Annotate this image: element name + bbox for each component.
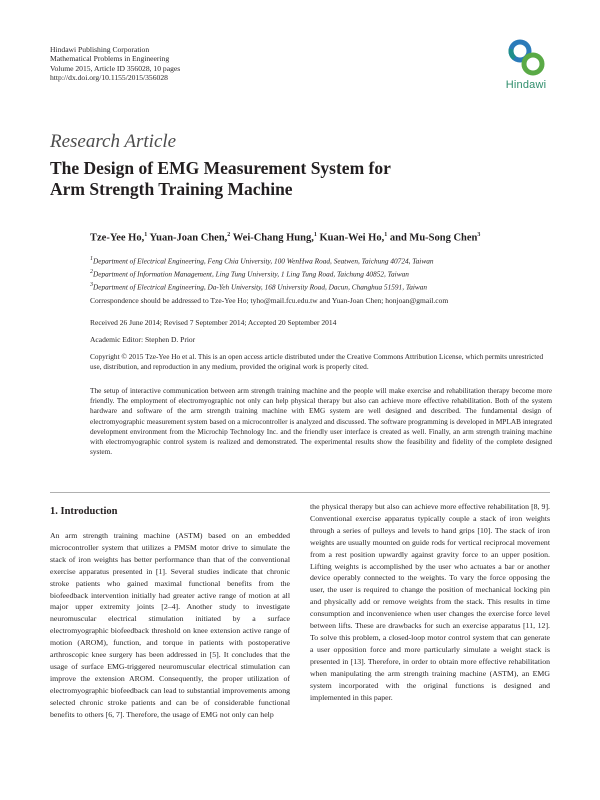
title-line: The Design of EMG Measurement System for [50, 158, 391, 178]
author-affil-sup: 3 [477, 232, 481, 238]
title-line: Arm Strength Training Machine [50, 179, 293, 199]
affiliation-line [90, 280, 434, 293]
author-name: and Mu-Song Chen [389, 232, 478, 244]
doi-link[interactable]: http://dx.doi.org/10.1155/2015/356028 [50, 73, 168, 83]
affiliation-text: Department of Electrical Engineering, Feng Chia University, 100 WenHwa Road, Seatwen, Taichung 40724, Taiwan [93, 256, 434, 266]
affiliation-text: Department of Information Management, Ling Tung University, 1 Ling Tung Road, Taichung 40852, Taiwan [93, 269, 409, 279]
affiliation-sup: 2 [90, 268, 93, 275]
volume-line: Volume 2015, Article ID 356028, 10 pages [50, 63, 181, 73]
hindawi-logo-icon [506, 38, 546, 78]
section-heading: 1. Introduction [50, 506, 118, 517]
correspondence: Correspondence should be addressed to Tze-Yee Ho; tyho@mail.fcu.edu.tw and Yuan-Joan Chen; honjoan@gmail.com [90, 296, 449, 305]
affiliation-sup: 3 [90, 281, 93, 288]
affiliation-text: Department of Electrical Engineering, Da-Yeh University, 168 University Road, Dacun, Changhua 51591, Taiwan [93, 282, 428, 292]
journal-name: Mathematical Problems in Engineering [50, 54, 170, 64]
history-dates: Received 26 June 2014; Revised 7 September 2014; Accepted 20 September 2014 [90, 318, 337, 327]
academic-editor: Academic Editor: Stephen D. Prior [90, 335, 196, 344]
author-affil-sup: 1 [384, 232, 388, 238]
affiliation-line [90, 254, 434, 267]
affiliation-line [90, 267, 434, 280]
author-name: Kuan-Wei Ho, [319, 232, 385, 244]
journal-header [50, 45, 180, 83]
author-list [90, 232, 480, 244]
affiliation-sup: 1 [90, 256, 93, 262]
author-affil-sup: 1 [144, 232, 148, 238]
author-name: Tze-Yee Ho, [90, 232, 145, 244]
body-column-right: the physical therapy but also can achieve more effective rehabilitation [8, 9]. Conventional exercise apparatus typically couple a stack of iron weights through a series of pulleys and levels to hand grips [10]. The stack of iron weights are usually mounted on guide rods for vertical reciprocal movement from a rest position upwardly against gravity force to an upper position. Lifting weights is accomplished by the user who actuates a bar or another device operably connected to the weights. To vary the force opposing the user, the user is required to change the position of mechanical locking pin and physically add or remove weights from the stack. This results in time consumption and inconvenience when user changes the exercise force level between lifts. These are drawbacks for such an exercise apparatus [11, 12]. To solve this problem, a closed-loop motor control system that can generate a user opposition force and more particularly simulate a weight stack is presented in [13]. Therefore, in order to obtain more effective rehabilitation when manipulating the arm strength training machine (ASTM), an EMG system incorporated with the original functions is designed and implemented in this paper. [310, 502, 550, 702]
publisher-line: Hindawi Publishing Corporation [50, 45, 150, 54]
author-affil-sup: 1 [313, 232, 317, 238]
author-name: Wei-Chang Hung, [232, 232, 314, 244]
logo-text: Hindawi [505, 79, 547, 91]
article-title [50, 158, 391, 200]
author-affil-sup: 2 [227, 232, 231, 238]
affiliations [90, 254, 434, 293]
copyright-notice: Copyright © 2015 Tze-Yee Ho et al. This is an open access article distributed under the Creative Commons Attribution License, which permits unrestricted use, distribution, and reproduction in any medium, provided the original work is properly cited. [90, 352, 544, 372]
author-name: Yuan-Joan Chen, [149, 232, 228, 244]
hindawi-logo [498, 38, 554, 104]
article-type: Research Article [50, 131, 177, 152]
section-divider [50, 492, 550, 493]
body-column-left: An arm strength training machine (ASTM) based on an embedded microcontroller system that utilizes a PMSM motor drive to simulate the stack of iron weights has better performance than that of the conventional exercise apparatus presented in [1]. Several studies indicate that chronic stroke patients who gained maximal functional benefits from the biofeedback intervention initially had greater active range of motion at all major upper extremity joints [2–4]. Another study to investigate neuromuscular electrical stimulation initiated by a surface electromyographic biofeedback threshold on knee extension active range of motion (AROM), function, and torque in patients with postoperative arthroscopic knee surgery has been addressed in [5]. It concludes that the usage of surface EMG-triggered neuromuscular electrical stimulation can improve the extension AROM. Consequently, the proper utilization of electromyographic biofeedback can lead to substantial improvements among selected chronic stroke patients and can be of considerable functional benefits to others [6, 7]. Therefore, the usage of EMG not only can help [50, 531, 290, 719]
abstract: The setup of interactive communication between arm strength training machine and the people will make exercise and rehabilitation therapy become more friendly. The employment of electromyographic not only can help physical therapy but also can achieve more effective rehabilitation. Both of the system hardware and software of the arm strength training machine with EMG system are well designed and described. The fundamental design of electromyographic measurement system based on a microcontroller is analyzed and discussed. The software programming is developed in MPLAB integrated development environment from the Microchip Technology Inc. and the friendly user interface is created as well. Finally, an arm strength training machine with electromyographic control system is realized and demonstrated. The experimental results show the feasibility and fidelity of the complete designed system. [90, 386, 552, 457]
